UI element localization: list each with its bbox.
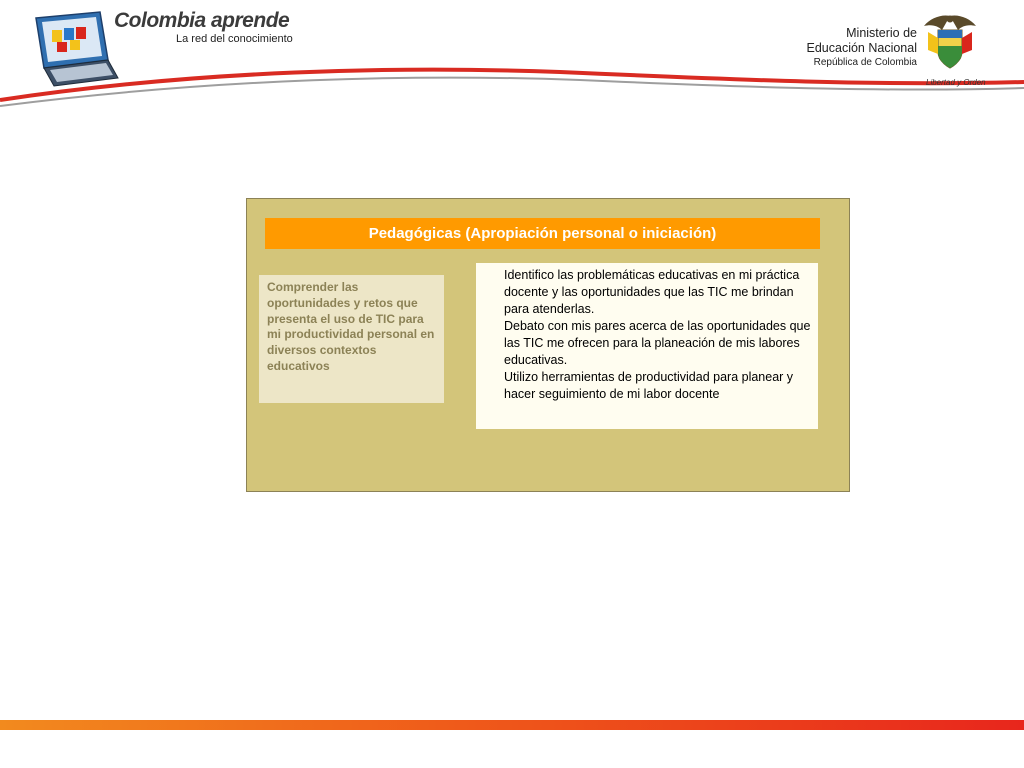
ministry-block (807, 26, 918, 69)
slide-header (0, 0, 1024, 110)
descriptor-item: Identifico las problemáticas educativas en mi práctica docente y las oportunidades que las TIC me brindan para atenderlas. (504, 268, 800, 316)
panel-title: Pedagógicas (Apropiación personal o iniciación) (265, 218, 820, 249)
ministry-line-1: Ministerio de (846, 26, 917, 40)
brand-title: Colombia aprende (114, 9, 290, 32)
footer-bar (0, 720, 1024, 730)
brand-subtitle: La red del conocimiento (176, 33, 293, 45)
ministry-line-3: República de Colombia (813, 57, 917, 68)
brand-block (114, 10, 293, 46)
competence-box: Comprender las oportunidades y retos que presenta el uso de TIC para mi productividad personal en diversos contextos educativos (259, 275, 444, 403)
colombia-coat-of-arms-icon (920, 10, 980, 80)
descriptors-box (476, 263, 818, 429)
descriptor-item: Utilizo herramientas de productividad para planear y hacer seguimiento de mi labor docente (504, 370, 794, 401)
ministry-line-2: Educación Nacional (806, 41, 917, 55)
crest-motto: Libertad y Orden (926, 78, 986, 87)
descriptor-item: Debato con mis pares acerca de las oportunidades que las TIC me ofrecen para la planeación de mis labores educativas. (504, 319, 811, 367)
